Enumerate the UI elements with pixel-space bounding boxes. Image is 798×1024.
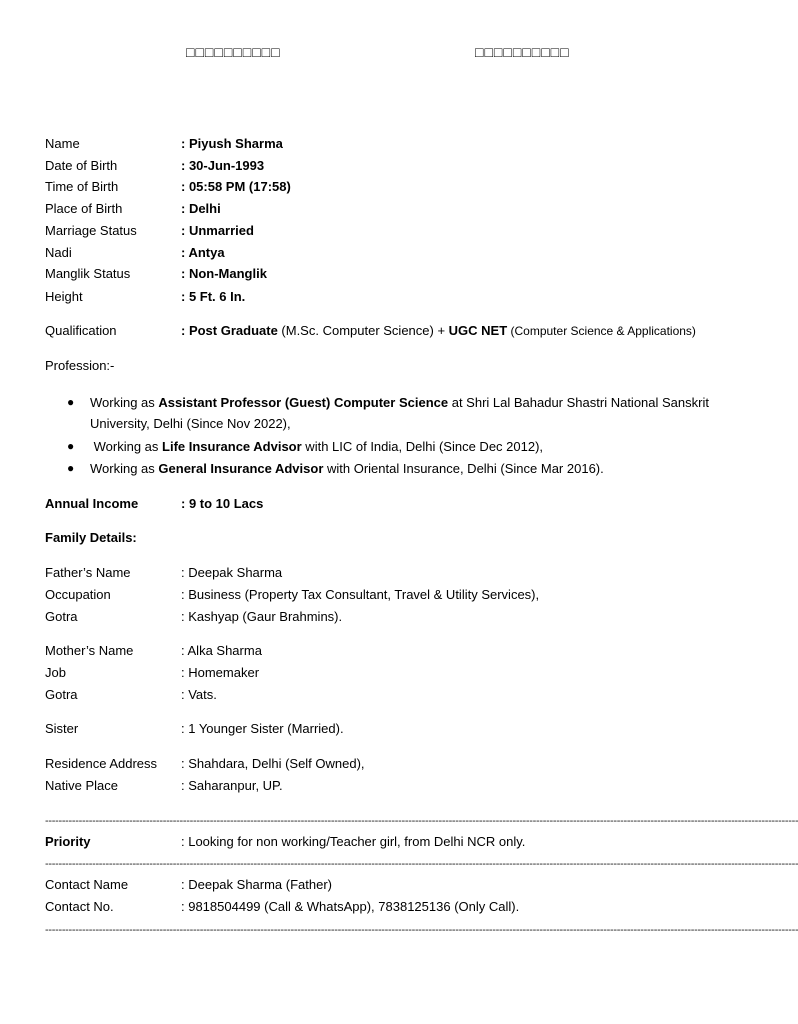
- mother-job-row: [45, 664, 735, 682]
- name-label: Name: [45, 136, 80, 151]
- qualification-value: [181, 322, 696, 340]
- manglik-value: : Non-Manglik: [181, 266, 267, 281]
- profession-item-text: [90, 392, 720, 434]
- mother-name-label: Mother’s Name: [45, 643, 134, 658]
- sister-label: Sister: [45, 721, 79, 736]
- priority-label: Priority: [45, 834, 91, 849]
- dob-label: Date of Birth: [45, 158, 118, 173]
- mother-job-label: Job: [45, 665, 66, 680]
- header-right: □□□□□□□□□□: [475, 44, 570, 60]
- father-name-value: : Deepak Sharma: [181, 565, 283, 580]
- profession-item-prefix: Working as: [90, 395, 159, 410]
- family-heading: Family Details:: [45, 530, 137, 545]
- native-place-row: [45, 777, 735, 795]
- qualification-subject: (M.Sc. Computer Science) +: [277, 323, 449, 338]
- marriage-value: : Unmarried: [181, 223, 254, 238]
- father-name-row: [45, 564, 735, 582]
- native-place-value: : Saharanpur, UP.: [181, 778, 283, 793]
- pob-row: [45, 200, 735, 218]
- separator-line: --------------------------------------------------------------------------------------------------------------------------------------------------------------------------------------------------------------------------------: [45, 815, 798, 827]
- manglik-label: Manglik Status: [45, 266, 131, 281]
- profession-heading: Profession:-: [45, 358, 115, 373]
- height-label: Height: [45, 289, 83, 304]
- mother-gotra-value: : Vats.: [181, 687, 217, 702]
- income-label: Annual Income: [45, 496, 139, 511]
- mother-job-value: : Homemaker: [181, 665, 260, 680]
- contact-name-value: : Deepak Sharma (Father): [181, 877, 333, 892]
- priority-row: [45, 833, 735, 851]
- profession-item-text: [90, 436, 720, 457]
- height-value: : 5 Ft. 6 In.: [181, 289, 246, 304]
- qualification-label: Qualification: [45, 323, 117, 338]
- profession-item-text: [90, 458, 720, 479]
- father-name-label: Father’s Name: [45, 565, 131, 580]
- nadi-value: : Antya: [181, 245, 225, 260]
- profession-item-role: Life Insurance Advisor: [162, 439, 302, 454]
- residence-label: Residence Address: [45, 756, 158, 771]
- nadi-label: Nadi: [45, 245, 72, 260]
- native-place-label: Native Place: [45, 778, 118, 793]
- profession-item-role: Assistant Professor (Guest) Computer Science: [158, 395, 449, 410]
- contact-name-row: [45, 876, 735, 894]
- father-gotra-label: Gotra: [45, 609, 78, 624]
- header-left: □□□□□□□□□□: [186, 44, 281, 60]
- name-value: : Piyush Sharma: [181, 136, 283, 151]
- profession-item-prefix: Working as: [90, 461, 159, 476]
- residence-value: : Shahdara, Delhi (Self Owned),: [181, 756, 365, 771]
- qualification-exam-subject: (Computer Science & Applications): [507, 324, 696, 338]
- mother-gotra-row: [45, 686, 735, 704]
- profession-item: [45, 458, 735, 479]
- father-occupation-label: Occupation: [45, 587, 111, 602]
- bullet-icon: ●: [67, 439, 75, 453]
- profession-item-detail: with Oriental Insurance, Delhi (Since Mar 2016).: [323, 461, 604, 476]
- income-value: : 9 to 10 Lacs: [181, 496, 264, 511]
- profession-item: [45, 392, 735, 434]
- residence-row: [45, 755, 735, 773]
- name-row: [45, 135, 735, 153]
- marriage-row: [45, 222, 735, 240]
- qualification-exam: UGC NET: [448, 323, 508, 338]
- separator-line: --------------------------------------------------------------------------------------------------------------------------------------------------------------------------------------------------------------------------------: [45, 924, 798, 936]
- profession-item-detail: with LIC of India, Delhi (Since Dec 2012),: [301, 439, 544, 454]
- nadi-row: [45, 244, 735, 262]
- manglik-row: [45, 265, 735, 283]
- contact-number-value: : 9818504499 (Call & WhatsApp), 7838125136 (Only Call).: [181, 899, 520, 914]
- bullet-icon: ●: [67, 395, 75, 409]
- contact-number-row: [45, 898, 735, 916]
- dob-value: : 30-Jun-1993: [181, 158, 265, 173]
- father-occupation-value: : Business (Property Tax Consultant, Travel & Utility Services),: [181, 587, 540, 602]
- profession-item: [45, 436, 735, 457]
- profession-item-role: General Insurance Advisor: [158, 461, 324, 476]
- bullet-icon: ●: [67, 461, 75, 475]
- contact-number-label: Contact No.: [45, 899, 114, 914]
- mother-name-value: : Alka Sharma: [181, 643, 262, 658]
- profession-item-detail: at Shri Lal Bahadur Shastri National Sanskrit University, Delhi (Since Nov 2022),: [90, 395, 709, 431]
- father-occupation-row: [45, 586, 735, 604]
- qualification-row: [45, 322, 735, 340]
- father-gotra-row: [45, 608, 735, 626]
- sister-row: [45, 720, 735, 738]
- profession-item-prefix: Working as: [90, 439, 163, 454]
- pob-label: Place of Birth: [45, 201, 123, 216]
- father-gotra-value: : Kashyap (Gaur Brahmins).: [181, 609, 343, 624]
- tob-label: Time of Birth: [45, 179, 119, 194]
- height-row: [45, 288, 735, 306]
- dob-row: [45, 157, 735, 175]
- income-row: [45, 495, 735, 513]
- sister-value: : 1 Younger Sister (Married).: [181, 721, 344, 736]
- contact-name-label: Contact Name: [45, 877, 129, 892]
- tob-row: [45, 178, 735, 196]
- qualification-degree: : Post Graduate: [181, 323, 278, 338]
- separator-line: --------------------------------------------------------------------------------------------------------------------------------------------------------------------------------------------------------------------------------: [45, 858, 798, 870]
- priority-value: : Looking for non working/Teacher girl, from Delhi NCR only.: [181, 834, 526, 849]
- mother-gotra-label: Gotra: [45, 687, 78, 702]
- pob-value: : Delhi: [181, 201, 221, 216]
- tob-value: : 05:58 PM (17:58): [181, 179, 291, 194]
- mother-name-row: [45, 642, 735, 660]
- marriage-label: Marriage Status: [45, 223, 137, 238]
